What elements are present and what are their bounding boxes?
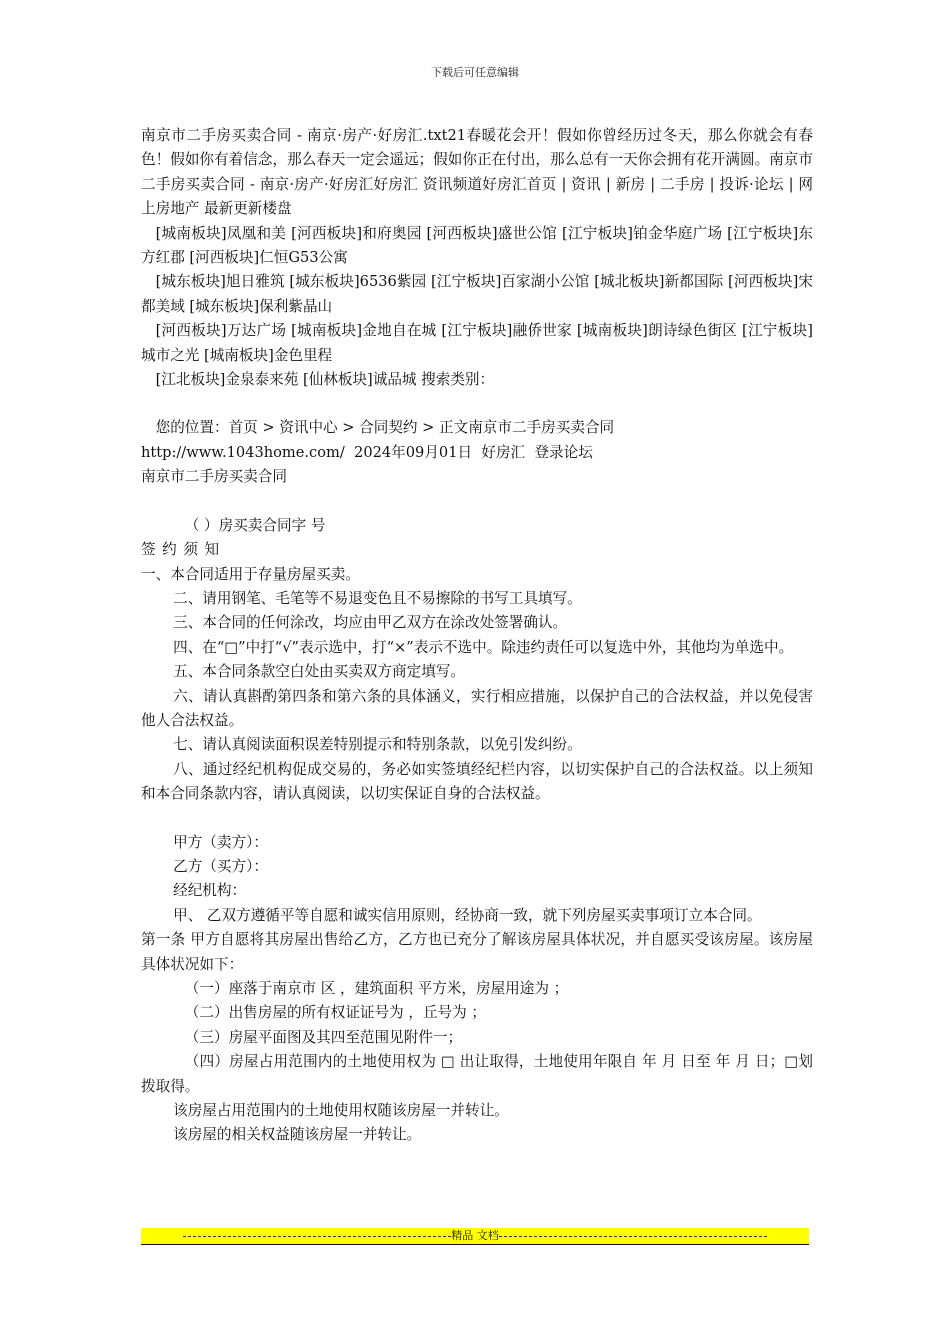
party-seller: 甲方（卖方）： <box>173 833 268 851</box>
spacer <box>141 490 813 514</box>
contract-number-line: （ ）房买卖合同字 号 <box>184 516 326 534</box>
notice-item: 七、请认真阅读面积误差特别提示和特别条款，以免引发纠纷。 <box>173 736 582 754</box>
article-clause: （四）房屋占用范围内的土地使用权为 □ 出让取得，土地使用年限自 年 月 日至 年 月 日；□划拨取得。 <box>141 1053 813 1095</box>
spacer <box>141 392 813 416</box>
party-agency: 经纪机构： <box>173 882 247 900</box>
article-clause: （三）房屋平面图及其四至范围见附件一； <box>184 1028 463 1046</box>
footer-label: 精品 文档 <box>451 1229 499 1242</box>
footer-banner <box>141 1228 809 1245</box>
breadcrumb: 您的位置：首页 > 资讯中心 > 合同契约 > 正文南京市二手房买卖合同 <box>155 419 615 437</box>
page-header-note: 下载后可任意编辑 <box>431 66 519 79</box>
article-clause: （一）座落于南京市 区 ，建筑面积 平方米，房屋用途为 ； <box>184 980 569 997</box>
article-clause: （二）出售房屋的所有权证证号为 ，丘号为 ； <box>184 1004 486 1022</box>
listing-line: [河西板块]万达广场 [城南板块]金地自在城 [江宁板块]融侨世家 [城南板块]朗诗绿色街区 [江宁板块]城市之光 [城南板块]金色里程 <box>141 322 813 364</box>
notice-item: 三、本合同的任何涂改，均应由甲乙双方在涂改处签署确认。 <box>173 614 568 632</box>
section-heading: 签约须知 <box>141 541 226 559</box>
listing-line: [城东板块]旭日雅筑 [城东板块]6536紫园 [江宁板块]百家湖小公馆 [城北板块]新都国际 [河西板块]宋都美域 [城东板块]保利紫晶山 <box>141 273 813 315</box>
footer-dashes-left <box>183 1236 451 1237</box>
notice-item: 一、本合同适用于存量房屋买卖。 <box>141 565 360 583</box>
notice-item: 六、请认真斟酌第四条和第六条的具体涵义，实行相应措施，以保护自己的合法权益，并以免侵害他人合法权益。 <box>141 687 813 729</box>
notice-item: 四、在“□”中打“√”表示选中，打“×”表示不选中。除违约责任可以复选中外，其他均为单选中。 <box>173 638 794 656</box>
article-note: 该房屋占用范围内的土地使用权随该房屋一并转让。 <box>173 1102 509 1120</box>
article-one: 第一条 甲方自愿将其房屋出售给乙方，乙方也已充分了解该房屋具体状况，并自愿买受该房屋。该房屋具体状况如下： <box>141 931 813 973</box>
notice-item: 二、请用钢笔、毛笔等不易退变色且不易擦除的书写工具填写。 <box>173 589 582 607</box>
agreement-preamble: 甲、 乙双方遵循平等自愿和诚实信用原则，经协商一致，就下列房屋买卖事项订立本合同。 <box>173 906 762 924</box>
source-line: http://www.1043home.com/ 2024年09月01日 好房汇 登录论坛 <box>141 443 593 461</box>
notice-item: 五、本合同条款空白处由买卖双方商定填写。 <box>173 663 465 681</box>
listing-line: [城南板块]凤凰和美 [河西板块]和府奥园 [河西板块]盛世公馆 [江宁板块]铂金华庭广场 [江宁板块]东方红郡 [河西板块]仁恒G53公寓 <box>141 224 813 267</box>
listing-line: [江北板块]金泉泰来苑 [仙林板块]诚品城 搜索类别： <box>155 371 495 389</box>
spacer <box>141 807 813 831</box>
footer-dashes-right <box>499 1236 767 1237</box>
party-buyer: 乙方（买方）： <box>173 857 268 875</box>
notice-item: 八、通过经纪机构促成交易的，务必如实签填经纪栏内容，以切实保护自己的合法权益。以上须知和本合同条款内容，请认真阅读，以切实保证自身的合法权益。 <box>141 760 813 803</box>
document-body <box>141 124 813 1148</box>
intro-paragraph: 南京市二手房买卖合同 - 南京·房产·好房汇.txt21春暖花会开！假如你曾经历过冬天，那么你就会有春色！假如你有着信念，那么春天一定会遥远；假如你正在付出，那么总有一天你会拥有花开满圆。南京市二手房买卖合同 - 南京·房产·好房汇好房汇 资讯频道好房汇首页 | 资讯 | 新房 | 二手房 | 投诉·论坛 | 网上房地产 最新更新楼盘 <box>141 127 813 218</box>
document-title: 南京市二手房买卖合同 <box>141 468 287 486</box>
article-note: 该房屋的相关权益随该房屋一并转让。 <box>173 1126 422 1144</box>
